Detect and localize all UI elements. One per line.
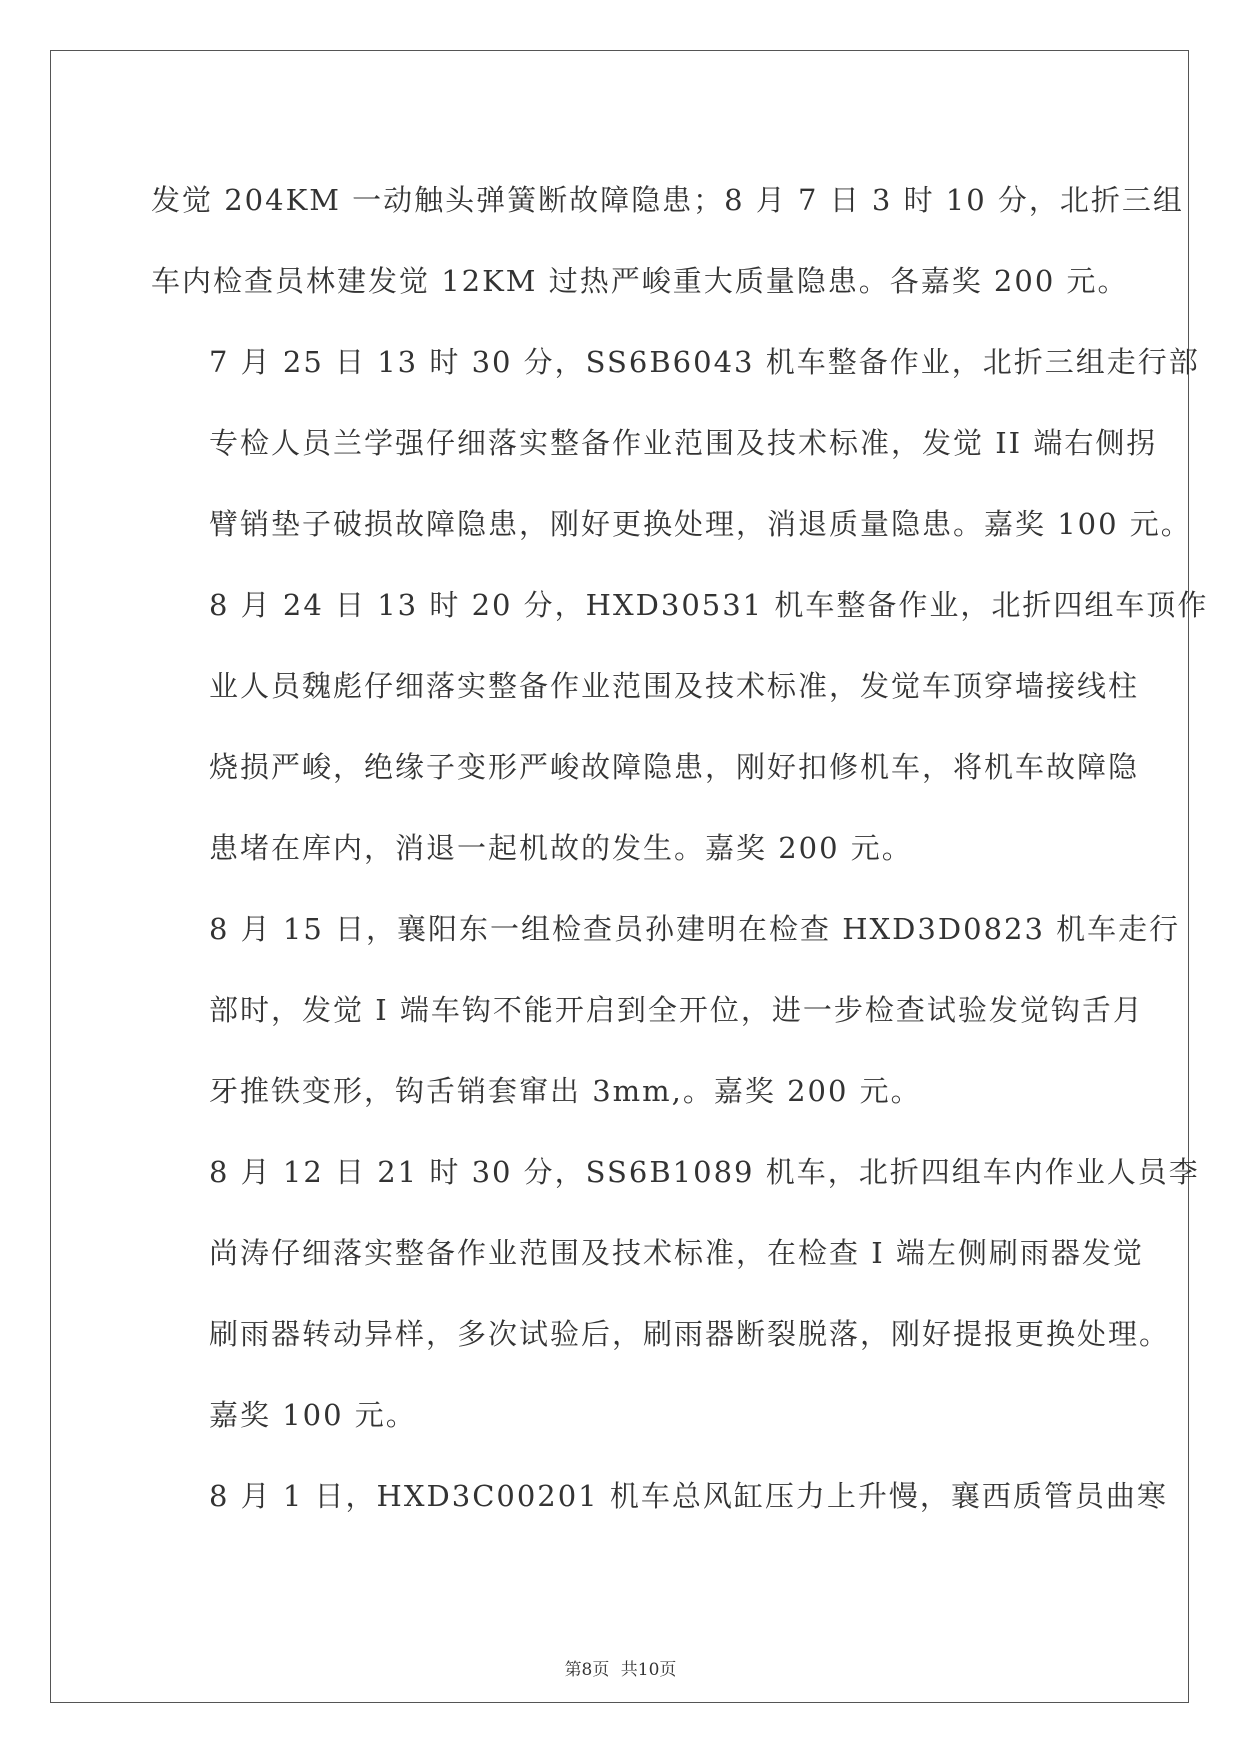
text-line: 臂销垫子破损故障隐患，刚好更换处理，消退质量隐患。嘉奖 100 元。 [209, 507, 1192, 541]
text-line: 尚涛仔细落实整备作业范围及技术标准，在检查 I 端左侧刷雨器发觉 [209, 1236, 1144, 1270]
paragraph [151, 1132, 1200, 1456]
document-body [151, 160, 1209, 1537]
text-line: 嘉奖 100 元。 [209, 1398, 417, 1432]
paragraph [151, 1456, 1168, 1537]
text-line: 牙推铁变形，钩舌销套窜出 3mm,。嘉奖 200 元。 [209, 1074, 922, 1108]
paragraph [151, 889, 1181, 1132]
text-line: 8 月 1 日，HXD3C00201 机车总风缸压力上升慢，襄西质管员曲寒 [209, 1479, 1168, 1513]
paragraph [151, 160, 1184, 322]
text-line: 8 月 15 日，襄阳东一组检查员孙建明在检查 HXD3D0823 机车走行 [209, 912, 1181, 946]
text-line: 车内检查员林建发觉 12KM 过热严峻重大质量隐患。各嘉奖 200 元。 [151, 264, 1129, 298]
text-line: 烧损严峻，绝缘子变形严峻故障隐患，刚好扣修机车，将机车故障隐 [209, 750, 1140, 784]
paragraph [151, 322, 1200, 565]
page-number: 第8页 [564, 1660, 610, 1680]
text-line: 患堵在库内，消退一起机故的发生。嘉奖 200 元。 [209, 831, 913, 865]
text-line: 部时，发觉 I 端车钩不能开启到全开位，进一步检查试验发觉钩舌月 [209, 993, 1144, 1027]
text-line: 业人员魏彪仔细落实整备作业范围及技术标准，发觉车顶穿墙接线柱 [209, 669, 1140, 703]
paragraph [151, 565, 1209, 889]
text-line: 发觉 204KM 一动触头弹簧断故障隐患；8 月 7 日 3 时 10 分，北折三组 [151, 183, 1184, 217]
total-pages: 共10页 [620, 1660, 677, 1680]
text-line: 8 月 24 日 13 时 20 分，HXD30531 机车整备作业，北折四组车顶作 [209, 588, 1209, 622]
text-line: 专检人员兰学强仔细落实整备作业范围及技术标准，发觉 II 端右侧拐 [209, 426, 1158, 460]
page-footer [0, 1655, 1241, 1680]
text-line: 刷雨器转动异样，多次试验后，刷雨器断裂脱落，刚好提报更换处理。 [209, 1317, 1171, 1351]
text-line: 7 月 25 日 13 时 30 分，SS6B6043 机车整备作业，北折三组走行部 [209, 345, 1200, 379]
text-line: 8 月 12 日 21 时 30 分，SS6B1089 机车，北折四组车内作业人员李 [209, 1155, 1200, 1189]
